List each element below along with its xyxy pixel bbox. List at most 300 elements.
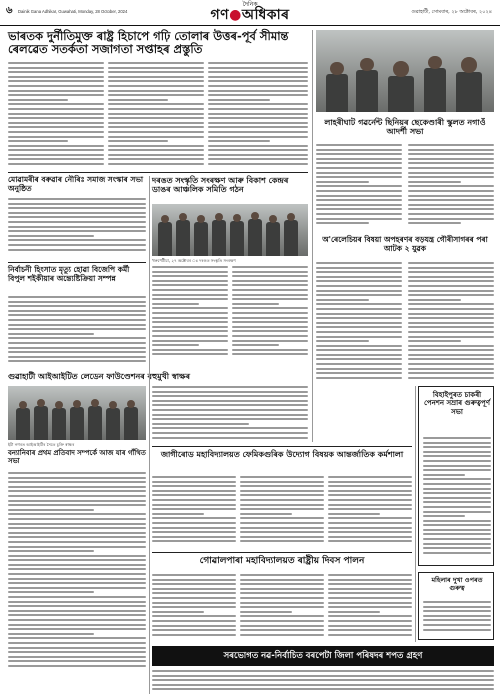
text-line xyxy=(8,67,104,69)
text-line xyxy=(316,176,402,178)
left-second-body xyxy=(8,198,146,256)
text-line xyxy=(408,372,494,374)
text-line xyxy=(208,158,308,160)
rule-4 xyxy=(152,552,412,553)
text-line xyxy=(240,540,324,542)
text-line xyxy=(152,414,308,416)
text-line xyxy=(316,276,402,278)
text-line xyxy=(8,582,146,584)
center-photo-caption: খৰুপেটীয়া, ২৭ অক্টোবৰ ঃ দৰঙত সংস্কৃতি সংৰক্ষণ xyxy=(152,258,236,263)
newspaper-brand xyxy=(185,1,315,23)
text-line xyxy=(8,230,146,232)
text-line xyxy=(152,266,228,268)
text-line xyxy=(232,353,308,355)
text-line xyxy=(152,418,308,420)
text-line xyxy=(316,185,402,187)
center-third-headline: জাগীৰোড মহাবিদ্যালয়ত ফেমিকগুৰিক উদ্যোগ বিষয়ক আন্তৰ্জাতিক কৰ্মশালা xyxy=(160,450,404,459)
text-line xyxy=(152,588,236,590)
text-line xyxy=(208,99,270,101)
text-line xyxy=(423,442,491,444)
text-line xyxy=(108,94,204,96)
text-line xyxy=(8,71,104,73)
text-line xyxy=(208,136,308,138)
text-line xyxy=(8,212,146,214)
text-line xyxy=(8,140,68,142)
text-line xyxy=(108,145,204,147)
text-line xyxy=(152,303,199,305)
text-line xyxy=(408,363,494,365)
text-line xyxy=(208,117,308,119)
text-line xyxy=(232,294,308,296)
text-line xyxy=(423,552,491,554)
text-line xyxy=(240,531,324,533)
text-line xyxy=(328,476,412,478)
text-line xyxy=(8,550,94,552)
text-line xyxy=(240,481,324,483)
text-line xyxy=(423,601,491,603)
text-line xyxy=(108,62,204,64)
text-line xyxy=(208,103,308,105)
text-line xyxy=(408,190,494,192)
text-line xyxy=(232,280,308,282)
text-line xyxy=(8,249,146,251)
text-line xyxy=(152,620,236,622)
col-rule-2 xyxy=(312,30,313,442)
text-line xyxy=(8,154,104,156)
text-line xyxy=(423,478,491,480)
text-line xyxy=(8,472,146,474)
right-top-headline: লাহৰীঘাট গৱৰ্নেন্ট ছিনিয়ৰ ছেকেণ্ডাৰী স্কুলত নগাওঁ আদৰ্শী সভা xyxy=(324,118,486,137)
text-line xyxy=(316,372,402,374)
text-line xyxy=(152,284,228,286)
text-line xyxy=(328,579,412,581)
text-line xyxy=(328,540,412,542)
text-line xyxy=(8,76,104,78)
text-line xyxy=(8,99,68,101)
text-line xyxy=(208,163,308,165)
text-line xyxy=(208,90,308,92)
text-line xyxy=(8,546,146,548)
text-line xyxy=(152,294,228,296)
text-line xyxy=(8,163,104,165)
brand-part-1: গণ xyxy=(210,7,230,23)
person-head xyxy=(360,58,373,71)
text-line xyxy=(408,158,494,160)
text-line xyxy=(328,602,412,604)
text-line xyxy=(108,136,204,138)
left-photo-caption: ইটা নগৰত আইআইটিৰ সৈতে চুক্তি স্বাক্ষৰ xyxy=(8,442,75,447)
text-line xyxy=(240,522,324,524)
text-line xyxy=(408,208,494,210)
text-line xyxy=(408,326,494,328)
text-line xyxy=(240,527,324,529)
sidebar-box-2-body xyxy=(423,601,491,637)
text-line xyxy=(152,499,236,501)
text-line xyxy=(152,540,236,542)
sidebar-box-2 xyxy=(418,572,494,640)
text-line xyxy=(328,629,412,631)
text-line xyxy=(328,615,412,617)
left-second-headline: মোৱামৰীৰ বৰুৱাৰ নৌৰিঃ সমাজ সংস্কাৰ সভা অনুষ্ঠিত xyxy=(8,175,144,193)
text-line xyxy=(152,317,228,319)
text-line xyxy=(152,400,308,402)
text-line xyxy=(8,94,104,96)
text-line xyxy=(328,611,380,613)
text-line xyxy=(408,290,494,292)
text-line xyxy=(152,675,494,677)
text-line xyxy=(408,354,494,356)
text-line xyxy=(8,637,146,639)
text-line xyxy=(8,103,104,105)
text-line xyxy=(316,336,402,338)
text-line xyxy=(152,321,228,323)
text-line xyxy=(240,615,324,617)
text-line xyxy=(240,536,324,538)
text-line xyxy=(8,235,94,237)
text-line xyxy=(152,579,236,581)
text-line xyxy=(8,356,146,358)
center-fourth-col-2 xyxy=(240,574,324,640)
text-line xyxy=(152,437,308,439)
text-line xyxy=(408,271,494,273)
text-line xyxy=(8,523,146,525)
text-line xyxy=(408,195,494,197)
text-line xyxy=(232,275,308,277)
text-line xyxy=(316,358,402,360)
text-line xyxy=(328,481,412,483)
text-line xyxy=(328,583,412,585)
text-line xyxy=(8,221,146,223)
text-line xyxy=(8,605,146,607)
text-line xyxy=(408,345,494,347)
text-line xyxy=(423,497,491,499)
text-line xyxy=(408,218,494,220)
text-line xyxy=(8,342,146,344)
text-line xyxy=(316,153,402,155)
text-line xyxy=(152,386,308,388)
text-line xyxy=(240,485,324,487)
text-line xyxy=(208,94,308,96)
text-line xyxy=(8,500,146,502)
text-line xyxy=(232,298,308,300)
brand-dot-icon: ● xyxy=(229,7,242,23)
text-line xyxy=(152,625,236,627)
text-line xyxy=(408,358,494,360)
text-line xyxy=(8,660,146,662)
center-third-col-3 xyxy=(328,476,412,548)
text-line xyxy=(240,606,324,608)
text-line xyxy=(8,149,104,151)
text-line xyxy=(316,190,402,192)
left-third-headline: নিৰ্বাচনী হিংসাত মৃত্যু হোৱা বিজেপি কৰ্মী বিপুল শইকীয়াৰ অন্ত্যেষ্টিক্ৰিয়া সম্পন্ন xyxy=(8,265,130,283)
text-line xyxy=(152,298,228,300)
text-line xyxy=(316,280,402,282)
text-line xyxy=(8,477,146,479)
text-line xyxy=(408,294,494,296)
text-line xyxy=(152,513,204,515)
sidebar-box-2-headline: মহিলাৰ দুখা ওপৰত গুৰুত্ব xyxy=(431,576,483,592)
text-line xyxy=(108,131,204,133)
text-line xyxy=(8,513,146,515)
text-line xyxy=(152,517,236,519)
text-line xyxy=(316,345,402,347)
text-line xyxy=(8,587,146,589)
text-line xyxy=(232,349,308,351)
sidebar-box-headline: বিহাইপুৰত চাকৰী পেনশন সম্ৰাৰ গুৰুত্বপূৰ্ণ সভা xyxy=(424,391,490,416)
text-line xyxy=(152,275,228,277)
text-line xyxy=(240,499,324,501)
text-line xyxy=(208,80,308,82)
text-line xyxy=(316,317,402,319)
text-line xyxy=(8,203,146,205)
text-line xyxy=(316,222,369,224)
text-line xyxy=(152,476,236,478)
text-line xyxy=(316,195,402,197)
text-line xyxy=(423,501,491,503)
text-line xyxy=(408,317,494,319)
text-line xyxy=(328,508,412,510)
text-line xyxy=(8,536,146,538)
person-head xyxy=(393,61,409,77)
text-line xyxy=(8,216,146,218)
text-line xyxy=(423,483,491,485)
text-line xyxy=(316,267,402,269)
rule-3 xyxy=(152,446,412,447)
text-line xyxy=(328,634,412,636)
text-line xyxy=(240,504,324,506)
bottom-banner-headline: সৰভোগত নৱ-নিৰ্বাচিত বৰপেটা জিলা পৰিষদৰ শপত গ্ৰহণ xyxy=(152,646,494,666)
text-line xyxy=(232,271,308,273)
text-line xyxy=(8,226,146,228)
text-line xyxy=(8,578,146,580)
center-third-col-2 xyxy=(240,476,324,548)
text-line xyxy=(408,368,494,370)
person-head xyxy=(330,62,343,75)
text-line xyxy=(316,172,402,174)
brand-small-text: দৈনিক xyxy=(242,1,258,8)
right-second-col-1 xyxy=(316,262,402,382)
text-line xyxy=(240,597,324,599)
right-top-col-2 xyxy=(408,144,494,230)
text-line xyxy=(108,80,204,82)
text-line xyxy=(8,610,146,612)
text-line xyxy=(240,513,292,515)
text-line xyxy=(8,126,104,128)
text-line xyxy=(8,62,104,64)
text-line xyxy=(152,597,236,599)
text-line xyxy=(328,606,412,608)
photo-group-committee xyxy=(152,204,308,256)
text-line xyxy=(152,583,236,585)
text-line xyxy=(328,522,412,524)
text-line xyxy=(152,611,204,613)
text-line xyxy=(8,596,146,598)
text-line xyxy=(316,208,402,210)
text-line xyxy=(240,611,292,613)
text-line xyxy=(8,122,104,124)
text-line xyxy=(152,335,228,337)
text-line xyxy=(408,276,494,278)
text-line xyxy=(8,314,146,316)
text-line xyxy=(232,284,308,286)
text-line xyxy=(328,499,412,501)
text-line xyxy=(408,377,494,379)
text-line xyxy=(8,305,146,307)
text-line xyxy=(152,404,308,406)
text-line xyxy=(108,67,204,69)
text-line xyxy=(316,368,402,370)
text-line xyxy=(423,619,491,621)
text-line xyxy=(316,308,402,310)
text-line xyxy=(152,684,494,686)
right-second-col-2 xyxy=(408,262,494,382)
text-line xyxy=(152,432,308,434)
text-line xyxy=(8,207,146,209)
text-line xyxy=(316,313,402,315)
text-line xyxy=(8,198,146,200)
text-line xyxy=(152,522,236,524)
text-line xyxy=(316,167,402,169)
text-line xyxy=(152,423,249,425)
text-line xyxy=(408,340,461,342)
text-line xyxy=(240,588,324,590)
text-line xyxy=(8,541,146,543)
text-line xyxy=(8,351,146,353)
text-line xyxy=(328,494,412,496)
text-line xyxy=(8,624,146,626)
text-line xyxy=(240,517,324,519)
text-line xyxy=(8,573,146,575)
lead-article-col-1 xyxy=(8,62,104,168)
brand-part-2: অধিকাৰ xyxy=(241,7,290,23)
text-line xyxy=(208,154,308,156)
text-line xyxy=(8,360,146,362)
text-line xyxy=(8,324,146,326)
text-line xyxy=(408,172,494,174)
text-line xyxy=(423,451,491,453)
text-line xyxy=(408,262,494,264)
center-second-headline: দৰঙত সংস্কৃতি সংৰক্ষণ আৰু বিকাশ কেন্দ্ৰৰ ডাঙৰ আঞ্চলিক সমিতি গঠন xyxy=(152,176,289,195)
text-line xyxy=(152,504,236,506)
text-line xyxy=(8,509,94,511)
text-line xyxy=(8,614,146,616)
text-line xyxy=(152,485,236,487)
text-line xyxy=(208,140,270,142)
text-line xyxy=(423,533,491,535)
col-rule-3 xyxy=(415,386,416,642)
text-line xyxy=(8,651,146,653)
text-line xyxy=(408,267,494,269)
text-line xyxy=(316,363,402,365)
text-line xyxy=(316,271,402,273)
text-line xyxy=(240,602,324,604)
text-line xyxy=(316,199,402,201)
text-line xyxy=(232,321,308,323)
text-line xyxy=(408,303,494,305)
text-line xyxy=(8,559,146,561)
text-line xyxy=(423,511,491,513)
text-line xyxy=(152,574,236,576)
text-line xyxy=(152,427,308,429)
text-line xyxy=(152,312,228,314)
text-line xyxy=(423,474,465,476)
issue-date: গুৱাহাটী, সোমবাৰ, ২৮ অক্টোবৰ, ২০২৪ xyxy=(411,9,492,15)
right-second-headline: অ'ৰেলেচিয়ৰ বিষয়া অপহৰণৰ বড়যন্ত্ৰ গৌৰীসাগৰৰ পৰা আটক ২ যুৱক xyxy=(322,235,488,253)
text-line xyxy=(8,333,94,335)
text-line xyxy=(8,665,146,667)
text-line xyxy=(316,162,402,164)
text-line xyxy=(328,513,380,515)
text-line xyxy=(8,131,104,133)
text-line xyxy=(152,349,228,351)
text-line xyxy=(8,628,146,630)
text-line xyxy=(423,446,491,448)
text-line xyxy=(240,490,324,492)
text-line xyxy=(316,144,402,146)
text-line xyxy=(8,85,104,87)
center-fourth-headline: গোৱালপাৰা মহাবিদ্যালয়ত ৰাষ্ট্ৰীয় দিবস পালন xyxy=(199,556,365,566)
text-line xyxy=(240,508,324,510)
text-line xyxy=(316,377,402,379)
text-line xyxy=(152,280,228,282)
text-line xyxy=(208,76,308,78)
text-line xyxy=(108,85,204,87)
text-line xyxy=(423,506,491,508)
text-line xyxy=(408,199,494,201)
text-line xyxy=(240,620,324,622)
rule-1 xyxy=(8,172,308,173)
left-fifth-headline: বন্যানিবাৰ প্ৰথম প্ৰতিবাদ সম্পৰ্কে আজ যাৰ গাঁথিত সভা xyxy=(8,449,146,465)
text-line xyxy=(316,322,402,324)
text-line xyxy=(8,319,146,321)
text-line xyxy=(8,301,146,303)
text-line xyxy=(208,122,308,124)
text-line xyxy=(232,340,308,342)
brand-logo xyxy=(185,8,315,23)
right-top-col-1 xyxy=(316,144,402,230)
text-line xyxy=(108,122,204,124)
text-line xyxy=(8,90,104,92)
person-head xyxy=(428,56,441,69)
text-line xyxy=(208,108,308,110)
text-line xyxy=(8,504,146,506)
text-line xyxy=(8,518,146,520)
text-line xyxy=(8,495,146,497)
text-line xyxy=(232,330,308,332)
text-line xyxy=(152,670,494,672)
text-line xyxy=(8,647,146,649)
text-line xyxy=(8,158,104,160)
text-line xyxy=(328,490,412,492)
text-line xyxy=(408,313,494,315)
text-line xyxy=(8,136,104,138)
text-line xyxy=(152,330,228,332)
text-line xyxy=(108,108,204,110)
text-line xyxy=(240,574,324,576)
text-line xyxy=(423,538,491,540)
text-line xyxy=(328,588,412,590)
edition-line: Dainik Gana Adhikar, Guwahati, Monday, 28 October, 2024 xyxy=(18,9,128,14)
text-line xyxy=(8,328,146,330)
text-line xyxy=(232,307,308,309)
text-line xyxy=(152,490,236,492)
text-line xyxy=(108,149,204,151)
text-line xyxy=(8,642,146,644)
text-line xyxy=(240,579,324,581)
text-line xyxy=(240,634,324,636)
text-line xyxy=(316,158,402,160)
text-line xyxy=(328,620,412,622)
